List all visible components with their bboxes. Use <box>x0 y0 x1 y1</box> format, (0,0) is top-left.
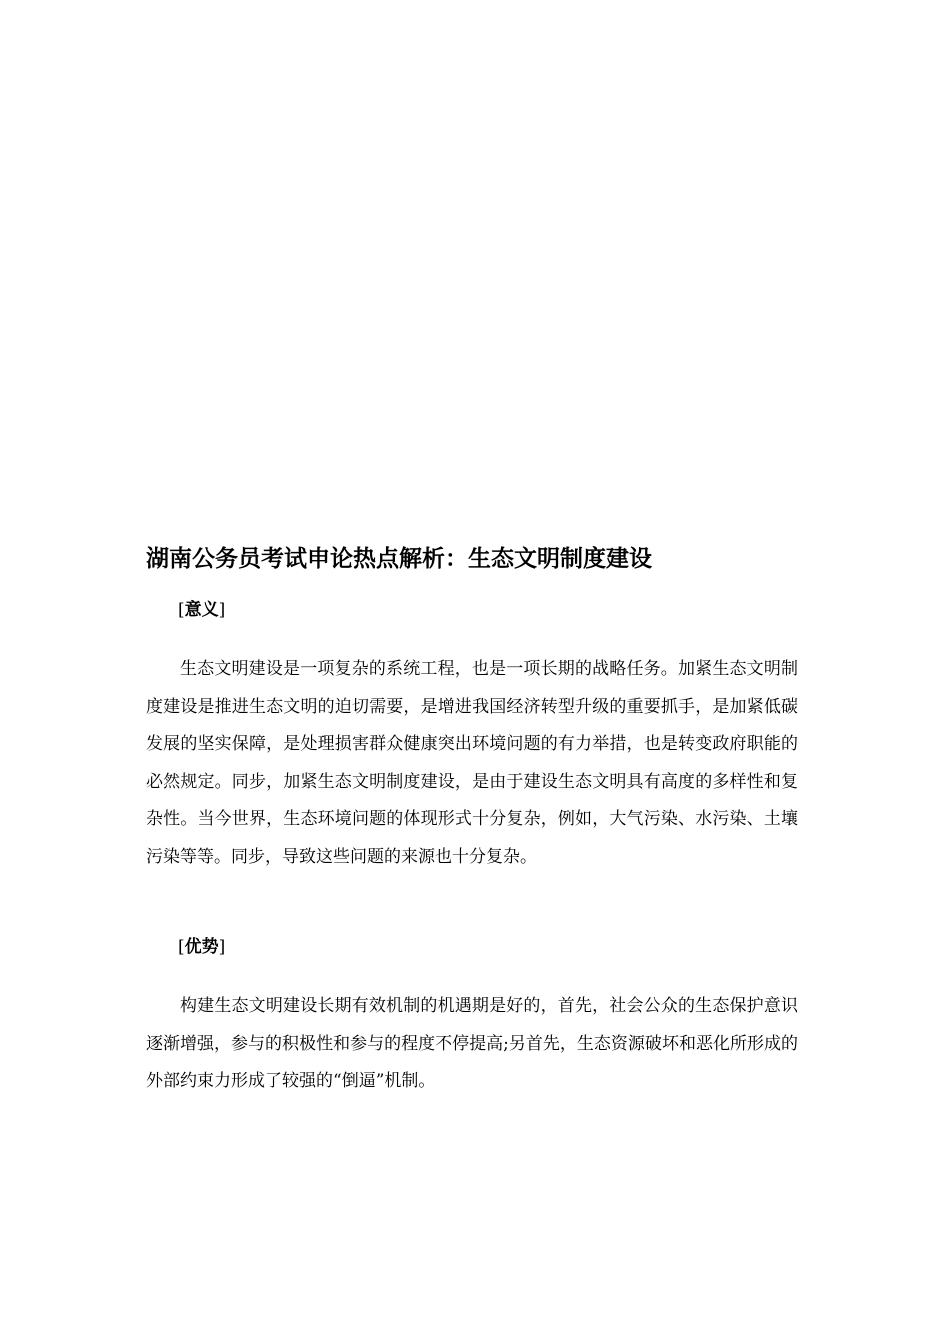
heading-text: 意义 <box>184 600 219 620</box>
heading-bracket-close: ] <box>218 937 226 957</box>
heading-bracket-close: ] <box>218 600 226 620</box>
heading-text: 优势 <box>184 937 219 957</box>
section-heading-meaning <box>178 597 225 623</box>
document-title: 湖南公务员考试申论热点解析：生态文明制度建设 <box>146 546 652 572</box>
section-paragraph-advantage: 构建生态文明建设长期有效机制的机遇期是好的，首先，社会公众的生态保护意识逐渐增强，参与的积极性和参与的程度不停提高;另首先，生态资源破坏和恶化所形成的外部约束力形成了较强的“倒逼”机制。 <box>146 996 798 1091</box>
heading-bracket-open: [ <box>178 937 185 957</box>
section-paragraph-meaning: 生态文明建设是一项复杂的系统工程，也是一项长期的战略任务。加紧生态文明制度建设是推进生态文明的迫切需要，是增进我国经济转型升级的重要抓手，是加紧低碳发展的坚实保障，是处理损害群众健康突出环境问题的有力举措，也是转变政府职能的必然规定。同步，加紧生态文明制度建设，是由于建设生态文明具有高度的多样性和复杂性。当今世界，生态环境问题的体现形式十分复杂，例如，大气污染、水污染、土壤污染等等。同步，导致这些问题的来源也十分复杂。 <box>146 659 798 867</box>
section-heading-advantage <box>178 934 225 960</box>
heading-bracket-open: [ <box>178 600 185 620</box>
